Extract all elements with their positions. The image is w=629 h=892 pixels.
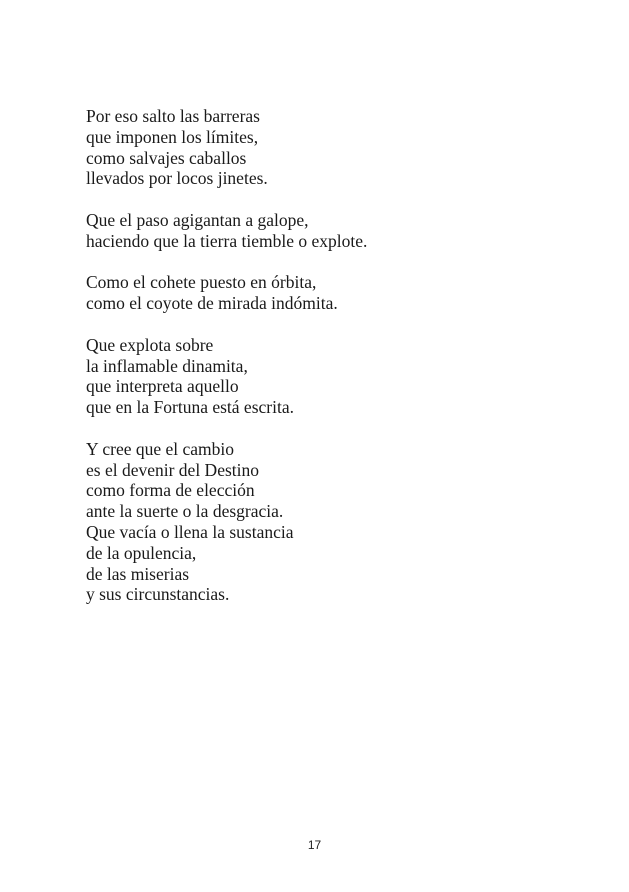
stanza-2: [86, 210, 566, 252]
poem-line: ante la suerte o la desgracia.: [86, 501, 284, 522]
stanza-4: [86, 335, 566, 418]
poem-line: como salvajes caballos: [86, 147, 247, 168]
poem-line: Que el paso agigantan a galope,: [86, 209, 309, 230]
poem-line: llevados por locos jinetes.: [86, 168, 268, 189]
page-number: 17: [307, 838, 322, 852]
poem-line: que en la Fortuna está escrita.: [86, 397, 294, 418]
stanza-1: [86, 106, 566, 189]
poem-line: Que vacía o llena la sustancia: [86, 521, 294, 542]
poem-line: Por eso salto las barreras: [86, 106, 260, 126]
poem-line: como forma de elección: [86, 480, 255, 501]
poem-line: y sus circunstancias.: [86, 584, 230, 605]
poem-line: es el devenir del Destino: [86, 459, 260, 480]
poem-line: Como el cohete puesto en órbita,: [86, 272, 317, 293]
stanza-5: [86, 439, 566, 605]
poem-line: Que explota sobre: [86, 334, 214, 355]
poem-line: la inflamable dinamita,: [86, 355, 248, 376]
stanza-3: [86, 272, 566, 314]
poem-line: de las miserias: [86, 563, 190, 584]
poem-line: Y cree que el cambio: [86, 438, 235, 459]
poem-line: de la opulencia,: [86, 542, 197, 563]
poem-line: que interpreta aquello: [86, 376, 239, 397]
poem-body: [86, 106, 566, 605]
poem-line: como el coyote de mirada indómita.: [86, 293, 338, 314]
poem-line: que imponen los límites,: [86, 126, 259, 147]
poem-line: haciendo que la tierra tiemble o explote.: [86, 230, 368, 251]
